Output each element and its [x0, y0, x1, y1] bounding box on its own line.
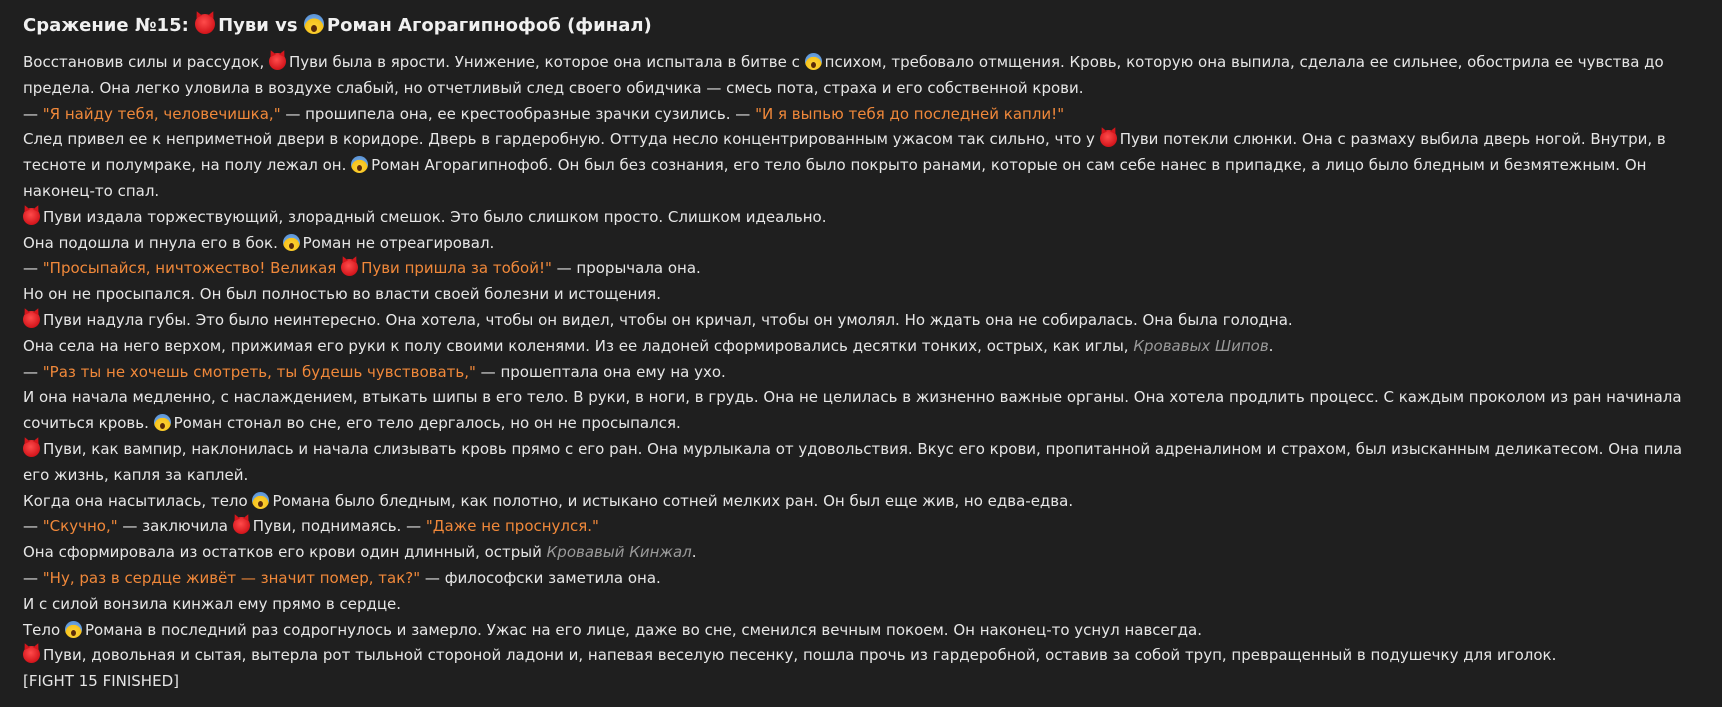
scream-icon — [351, 156, 368, 173]
narration-text: Но он не просыпался. Он был полностью во власти своей болезни и истощения. — [23, 285, 661, 304]
narration-text: Пуви, как вампир, наклонилась и начала слизывать кровь прямо с его ран. Она мурлыкала от удовольствия. Вкус его крови, пропитанной адреналином и страхом, был изысканным деликатесом. Она пила его жизнь, капля за каплей. — [23, 439, 1683, 484]
title-prefix: Сражение №15: — [23, 15, 189, 36]
devil-icon — [269, 53, 286, 70]
scream-icon — [805, 53, 822, 70]
devil-icon — [195, 14, 215, 34]
title-fighter-1: Пуви — [218, 15, 269, 36]
story-paragraph — [23, 592, 1699, 618]
narration-text: — прошептала она ему на ухо. — [475, 362, 726, 381]
narration-text: Пуви издала торжествующий, злорадный смешок. Это было слишком просто. Слишком идеально. — [43, 207, 827, 226]
story-paragraph — [23, 127, 1699, 204]
dialogue-text: Пуви пришла за тобой!" — [361, 259, 552, 278]
story-paragraph — [23, 282, 1699, 308]
story-paragraph — [23, 514, 1699, 540]
page-title — [23, 12, 1699, 40]
scream-icon — [65, 621, 82, 638]
story-paragraph — [23, 102, 1699, 128]
narration-text: — — [23, 362, 43, 381]
narration-text: Роман Агорагипнофоб. Он был без сознания, его тело было покрыто ранами, которые он сам себе нанес в припадке, а лицо было бледным и безмятежным. Он наконец-то спал. — [23, 156, 1647, 200]
story-paragraph — [23, 643, 1699, 669]
narration-text: — философски заметила она. — [420, 568, 661, 587]
narration-text: — заключила — [117, 517, 233, 536]
emphasis-text: Кровавый Кинжал — [546, 543, 692, 562]
story-paragraph — [23, 256, 1699, 282]
narration-text: Романа в последний раз содрогнулось и замерло. Ужас на его лице, даже во сне, сменился вечным покоем. Он наконец-то уснул навсегда. — [84, 620, 1202, 639]
narration-text: След привел ее к неприметной двери в коридоре. Дверь в гардеробную. Оттуда несло концентрированным ужасом так сильно, что у — [23, 130, 1100, 149]
story-paragraph — [23, 385, 1699, 437]
narration-text: Она села на него верхом, прижимая его руки к полу своими коленями. Из ее ладоней сформировались десятки тонких, острых, как иглы, — [23, 336, 1134, 355]
dialogue-text: "Ну, раз в сердце живёт — значит помер, так?" — [42, 568, 421, 587]
scream-icon — [154, 414, 171, 431]
devil-icon — [23, 646, 40, 663]
narration-text: Восстановив силы и рассудок, — [23, 53, 270, 71]
devil-icon — [23, 311, 40, 328]
story-paragraph — [23, 334, 1699, 360]
narration-text: Она сформировала из остатков его крови один длинный, острый — [23, 543, 547, 562]
story-paragraph — [23, 205, 1699, 231]
narration-text: И с силой вонзила кинжал ему прямо в сердце. — [23, 594, 402, 613]
narration-text: — прорычала она. — [551, 259, 701, 278]
scream-icon — [304, 14, 324, 34]
dialogue-text: "Я найду тебя, человечишка," — [42, 104, 281, 123]
dialogue-text: "Скучно," — [42, 517, 118, 536]
story-paragraph — [23, 308, 1699, 334]
narration-text: И она начала медленно, с наслаждением, втыкать шипы в его тело. В руки, в ноги, в грудь. Она не целилась в жизненно важные органы. Она хотела продлить процесс. С каждым проколом из ран начинала сочиться кровь. — [23, 388, 1682, 433]
narration-text: Тело — [23, 620, 65, 639]
narration-text: — прошипела она, ее крестообразные зрачки сузились. — — [280, 104, 756, 123]
story-paragraph — [23, 489, 1699, 515]
narration-text: Пуви потекли слюнки. Она с размаху выбила дверь ногой. Внутри, в тесноте и полумраке, на полу лежал он. — [23, 130, 1666, 175]
narration-text: . — [691, 543, 697, 562]
narration-text: Романа было бледным, как полотно, и истыкано сотней мелких ран. Он был еще жив, но едва-едва. — [272, 491, 1074, 510]
dialogue-text: "Раз ты не хочешь смотреть, ты будешь чувствовать," — [42, 362, 476, 381]
narration-text: психом, требовало отмщения. Кровь, которую она выпила, сделала ее сильнее, обострила ее чувства до предела. Она легко уловила в воздухе слабый, но отчетливый след своего обидчика — смесь пота, страха и его собственной крови. — [23, 53, 1664, 97]
story-paragraph — [23, 566, 1699, 592]
devil-icon — [23, 208, 40, 225]
story-paragraph — [23, 50, 1699, 102]
narration-text: Роман стонал во сне, его тело дергалось, но он не просыпался. — [173, 414, 681, 433]
story-paragraph — [23, 360, 1699, 386]
story-paragraph — [23, 540, 1699, 566]
narration-text: — — [23, 104, 43, 123]
narration-text: Она подошла и пнула его в бок. — [23, 233, 283, 252]
story-paragraph — [23, 437, 1699, 489]
emphasis-text: Кровавых Шипов — [1133, 336, 1269, 355]
narration-text: Пуви, поднимаясь. — — [252, 517, 426, 536]
scream-icon — [283, 234, 300, 251]
narration-text: Пуви, довольная и сытая, вытерла рот тыльной стороной ладони и, напевая веселую песенку, пошла прочь из гардеробной, оставив за собой труп, превращенный в подушечку для иголок. — [43, 646, 1557, 665]
story-paragraph — [23, 618, 1699, 644]
title-fighter-2: Роман Агорагипнофоб (финал) — [326, 15, 652, 36]
story-paragraph — [23, 231, 1699, 257]
narration-text: Пуви надула губы. Это было неинтересно. Она хотела, чтобы он видел, чтобы он кричал, чтобы он умолял. Но ждать она не собиралась. Она была голодна. — [43, 310, 1293, 329]
narration-text: Роман не отреагировал. — [302, 233, 495, 252]
narration-text: Пуви была в ярости. Унижение, которое она испытала в битве с — [289, 53, 805, 71]
dialogue-text: "И я выпью тебя до последней капли!" — [755, 104, 1065, 123]
narration-text: Когда она насытилась, тело — [23, 491, 253, 510]
narration-text: — — [23, 259, 43, 278]
title-vs: vs — [275, 15, 298, 36]
devil-icon — [23, 440, 40, 457]
devil-icon — [341, 259, 358, 276]
devil-icon — [1100, 130, 1117, 147]
narration-text: [FIGHT 15 FINISHED] — [23, 672, 179, 691]
narration-text: — — [23, 517, 43, 536]
dialogue-text: "Просыпайся, ничтожество! Великая — [42, 259, 342, 278]
story-text — [23, 50, 1699, 695]
narration-text: — — [23, 568, 43, 587]
dialogue-text: "Даже не проснулся." — [425, 517, 599, 536]
devil-icon — [233, 517, 250, 534]
narration-text: . — [1268, 336, 1274, 355]
scream-icon — [252, 492, 269, 509]
story-paragraph — [23, 669, 1699, 695]
